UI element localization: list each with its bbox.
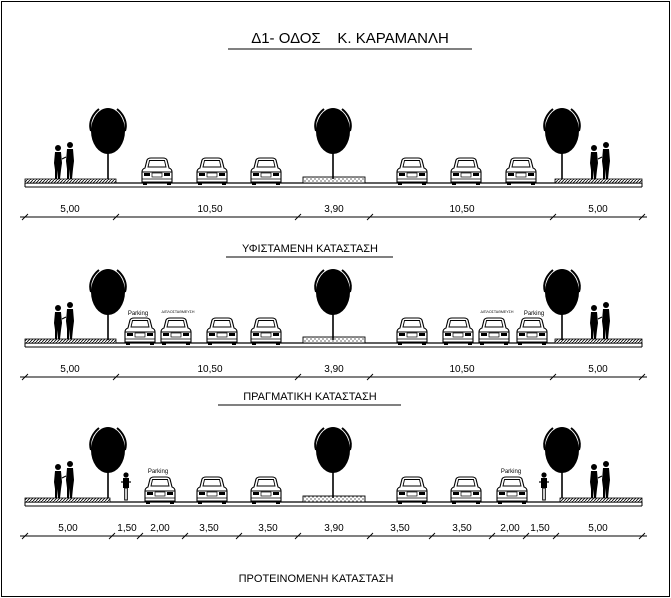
tree-icon [315, 427, 351, 498]
car-icon [506, 158, 536, 185]
dimension-value: 3,50 [390, 523, 410, 534]
dimension-value: 5,00 [60, 204, 80, 215]
car-icon [443, 318, 473, 345]
dimension-value: 10,50 [197, 364, 223, 375]
dimension-value: 2,00 [500, 523, 520, 534]
dimension-value: 3,90 [324, 204, 344, 215]
median-strip [303, 337, 365, 343]
pedestrian-icon [590, 302, 610, 339]
car-icon [397, 158, 427, 185]
pedestrian-icon [590, 461, 610, 498]
dimension-value: 3,90 [324, 523, 344, 534]
tree-icon [90, 427, 126, 498]
tree-icon [315, 108, 351, 179]
tree-icon [90, 108, 126, 179]
tree-icon [90, 269, 126, 340]
car-icon [145, 477, 175, 504]
lane-label: Parking [127, 311, 149, 317]
dimension-value: 1,50 [117, 523, 137, 534]
sidewalk [560, 498, 642, 502]
street-section-2 [20, 269, 647, 405]
car-icon [251, 158, 281, 185]
sidewalk [555, 179, 642, 183]
car-icon [451, 158, 481, 185]
dimension-value: 5,00 [60, 364, 80, 375]
dimension-value: 5,00 [588, 204, 608, 215]
lane-label: ΔΙΠΛΟΣΤΑΘΜΕΥΣΗ [161, 310, 195, 314]
cyclist-icon [121, 472, 131, 500]
street-section-3 [20, 427, 647, 585]
dimension-value: 10,50 [449, 204, 475, 215]
drawing-title: Δ1- ΟΔΟΣ Κ. ΚΑΡΑΜΑΝΛΗ [251, 30, 449, 47]
pedestrian-icon [54, 461, 74, 498]
car-icon [479, 318, 509, 345]
tree-icon [544, 108, 580, 179]
median-strip [303, 177, 365, 183]
dimension-value: 10,50 [449, 364, 475, 375]
car-icon [207, 318, 237, 345]
car-icon [517, 318, 547, 345]
lane-label: ΔΙΠΛΟΣΤΑΘΜΕΥΣΗ [480, 310, 514, 314]
car-icon [197, 477, 227, 504]
sidewalk [25, 179, 116, 183]
car-icon [451, 477, 481, 504]
dimension-value: 2,00 [150, 523, 170, 534]
pedestrian-icon [54, 302, 74, 339]
sidewalk [555, 339, 642, 343]
dimension-value: 3,90 [324, 364, 344, 375]
car-icon [251, 318, 281, 345]
dimension-value: 5,00 [588, 364, 608, 375]
car-icon [161, 318, 191, 345]
tree-icon [544, 427, 580, 498]
car-icon [397, 318, 427, 345]
pedestrian-icon [54, 142, 74, 179]
cyclist-icon [539, 472, 549, 500]
dimension-value: 3,50 [199, 523, 219, 534]
tree-icon [544, 269, 580, 340]
dimension-value: 3,50 [452, 523, 472, 534]
lane-label: Parking [147, 469, 169, 475]
dimension-value: 10,50 [197, 204, 223, 215]
car-icon [397, 477, 427, 504]
pedestrian-icon [590, 142, 610, 179]
car-icon [251, 477, 281, 504]
section-caption: ΠΡΟΤΕΙΝΟΜΕΝΗ ΚΑΤΑΣΤΑΣΗ [238, 573, 394, 585]
section-caption: ΠΡΑΓΜΑΤΙΚΗ ΚΑΤΑΣΤΑΣΗ [243, 391, 377, 403]
dimension-value: 1,50 [530, 523, 550, 534]
tree-icon [315, 269, 351, 340]
median-strip [303, 496, 365, 502]
lane-label: Parking [500, 469, 522, 475]
section-caption: ΥΦΙΣΤΑΜΕΝΗ ΚΑΤΑΣΤΑΣΗ [242, 243, 378, 255]
car-icon [142, 158, 172, 185]
car-icon [497, 477, 527, 504]
drawing-title-group [228, 30, 472, 49]
car-icon [125, 318, 155, 345]
car-icon [197, 158, 227, 185]
lane-label: Parking [523, 311, 545, 317]
dimension-value: 5,00 [588, 523, 608, 534]
dimension-value: 3,50 [258, 523, 278, 534]
sidewalk [25, 339, 116, 343]
dimension-value: 5,00 [58, 523, 78, 534]
street-section-1 [20, 108, 647, 257]
sidewalk [25, 498, 110, 502]
